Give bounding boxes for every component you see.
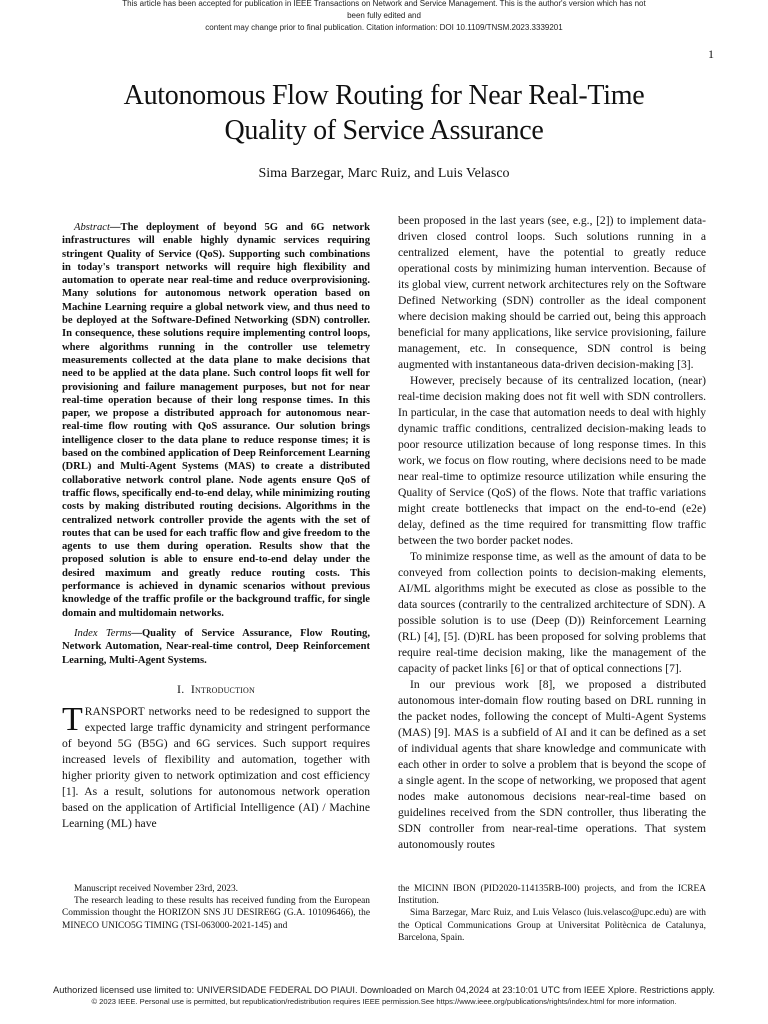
footnote-funding: The research leading to these results has received funding from the European Commission thought the HORIZON SNS JU DESIRE6G (G.A. 101096466), the MINECO UNICO5G TIMING (TSI-063000-2021-145) and <box>62 896 370 931</box>
license-footer <box>40 985 728 1007</box>
footnotes-right <box>398 883 706 944</box>
abstract <box>62 221 370 620</box>
intro-paragraph-1-continued: been proposed in the last years (see, e.g., [2]) to implement data-driven closed control loops. Such solutions running in a centralized element, have the potential to greatly reduce operational costs by minimizing human intervention. Because of its global view, current network architectures rely on the Software Defined Networking (SDN) controller as the ideal component where decision making should be carried out, being this approach beneficial for many applications, like service provisioning, failure management, etc. In consequence, SDN control is being augmented with instantaneous data-driven decision-making [3]. <box>398 214 706 371</box>
footnote-affiliation: Sima Barzegar, Marc Ruiz, and Luis Velasco (luis.velasco@upc.edu) are with the Optical Communications Group at Universitat Politècnica de Catalunya, Barcelona, Spain. <box>398 908 706 943</box>
right-column <box>398 213 706 853</box>
paper-title <box>60 78 708 148</box>
footnote-received: Manuscript received November 23rd, 2023. <box>74 884 239 894</box>
section-title-first-letter: I <box>190 681 196 696</box>
notice-line-1: This article has been accepted for publication in IEEE Transactions on Network and Service Management. This is the author's version which has not been fully edited and <box>122 0 646 20</box>
author-list: Sima Barzegar, Marc Ruiz, and Luis Velasco <box>258 166 510 181</box>
drop-cap: T <box>62 700 83 738</box>
left-column <box>62 221 370 832</box>
publication-notice <box>120 0 648 34</box>
intro-paragraph-4: In our previous work [8], we proposed a distributed autonomous inter-domain flow routing based on DRL running in the packet nodes, following the concept of Multi-Agent Systems (MAS) [9]. MAS is a subfield of AI and it can be defined as a set of individual agents that share knowledge and communicate with each other in order to solve a problem that is beyond the scope of a single agent. In the scope of networking, we proposed that agent nodes make autonomous decisions near-real-time based on guidelines received from the SDN controller, thus liberating the SDN controller from near-real-time operations. That system autonomously routes <box>398 678 706 851</box>
title-line-1: Autonomous Flow Routing for Near Real-Time <box>123 80 645 111</box>
intro-paragraph-1 <box>62 700 370 832</box>
index-terms-label: Index Terms <box>74 627 132 639</box>
intro-paragraph-3: To minimize response time, as well as the amount of data to be conveyed from collection points to decision-making elements, AI/ML algorithms might be executed as close as possible to the data sources (contrarily to the centralized architecture of SDN). A possible solution is to use (Deep (D)) Reinforcement Learning (RL) [4], [5]. (D)RL has been proposed for solving problems that require real-time decision making, like the management of the capacity of packet links [6] or that of optical connections [7]. <box>398 550 706 675</box>
footnotes-left <box>62 883 370 932</box>
abstract-label: Abstract <box>74 222 110 233</box>
index-terms-text: —Quality of Service Assurance, Flow Routing, Network Automation, Near-real-time control, Deep Reinforcement Learning, Multi-Agent Systems. <box>62 627 370 666</box>
notice-line-2: content may change prior to final publication. Citation information: DOI 10.1109/TNSM.2023.3339201 <box>205 23 563 32</box>
intro-paragraph-1-text: networks need to be redesigned to support the expected large traffic dynamicity and stringent performance of beyond 5G (B5G) and 6G services. Such support requires increased levels of flexibility and automation, together with higher priority given to network optimization and cost efficiency [1]. As a result, solutions for autonomous network operation based on the application of Artificial Intelligence (AI) / Machine Learning (ML) have <box>62 704 370 830</box>
abstract-text: —The deployment of beyond 5G and 6G network infrastructures will enable highly dynamic services requiring stringent Quality of Service (QoS). Supporting such combinations in today's transport networks will require high flexibility and automation to operate near real-time and reduce overprovisioning. Many solutions for autonomous network operation based on Machine Learning require a global network view, and thus need to be deployed at the Software-Defined Networking (SDN) controller. In consequence, these solutions require implementing control loops, where algorithms running in the controller use telemetry measurements collected at the data plane to make decisions that need to be applied at the data plane. Such control loops fit well for provisioning and failure management purposes, but not for near real-time operation because of their long response times. In this paper, we propose a distributed approach for autonomous near-real-time flow routing with QoS assurance. Our solution brings intelligence closer to the data plane to reduce response times; it is based on the combined application of Deep Reinforcement Learning (DRL) and Multi-Agent Systems (MAS) to create a distributed collaborative network control plane. Node agents ensure QoS of traffic flows, specifically end-to-end delay, while minimizing routing costs by making distributed routing decisions. Algorithms in the centralized network controller provide the agents with the set of routes that can be used for each traffic flow and give freedom to the agents to use them during operation. Results show that the proposed solution is able to ensure end-to-end delay under the desired maximum and greatly reduce routing costs. This performance is achieved in dynamic scenarios without previous knowledge of the traffic profile or the background traffic, for single domain and multidomain networks. <box>62 222 370 619</box>
section-title-rest: ntroduction <box>195 681 255 696</box>
license-line-2: © 2023 IEEE. Personal use is permitted, but republication/redistribution requires IEEE permission.See https://www.ieee.org/publications/rights/index.html for more information. <box>91 997 677 1006</box>
license-line-1: Authorized licensed use limited to: UNIVERSIDADE FEDERAL DO PIAUI. Downloaded on March 04,2024 at 23:10:01 UTC from IEEE Xplore. Restrictions apply. <box>53 985 715 995</box>
title-line-2: Quality of Service Assurance <box>224 115 544 146</box>
footnote-funding-continued: the MICINN IBON (PID2020-114135RB-I00) projects, and from the ICREA Institution. <box>398 884 706 907</box>
section-number: I. <box>177 681 185 696</box>
intro-first-word: RANSPORT <box>84 704 145 718</box>
page-number: 1 <box>708 47 714 61</box>
section-heading-introduction <box>62 681 370 697</box>
index-terms <box>62 627 370 667</box>
intro-paragraph-2: However, precisely because of its centralized location, (near) real-time decision making does not fit well with SDN controllers. In particular, in the case that automation needs to deal with highly dynamic traffic conditions, centralized decision-making leads to poor resource utilization because of long response times. In this work, we focus on flow routing, where decisions need to be made near real-time to optimize resource utilization while ensuring the Quality of Service (QoS) of the flows. Note that traffic variations might create bottlenecks that impact on the end-to-end (e2e) delay, defined as the time required for transmitting flow traffic between the two border packet nodes. <box>398 374 706 547</box>
